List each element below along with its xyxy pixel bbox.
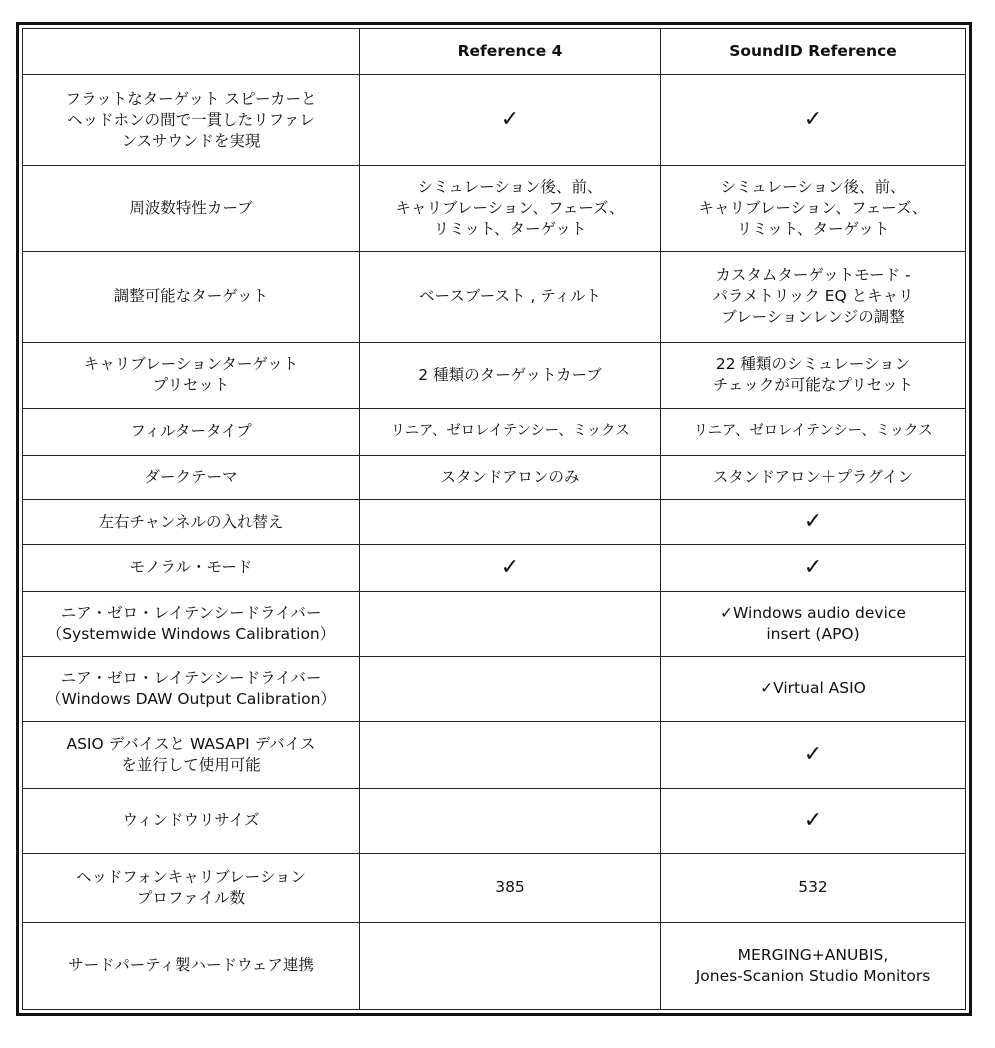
- table-row: [23, 166, 966, 251]
- comparison-table: [22, 28, 966, 1010]
- soundid-reference-cell: カスタムターゲットモード - パラメトリック EQ とキャリ ブレーションレンジの調整: [661, 251, 966, 342]
- feature-cell: フィルタータイプ: [23, 408, 360, 455]
- table-row: [23, 342, 966, 408]
- soundid-reference-cell: シミュレーション後、前、 キャリブレーション、フェーズ、 リミット、ターゲット: [661, 166, 966, 251]
- soundid-reference-cell: ✓: [661, 788, 966, 853]
- soundid-reference-cell: ✓: [661, 721, 966, 788]
- soundid-reference-cell: ✓Virtual ASIO: [661, 656, 966, 721]
- reference-4-cell: 2 種類のターゲットカーブ: [360, 342, 661, 408]
- soundid-reference-cell: リニア、ゼロレイテンシー、ミックス: [661, 408, 966, 455]
- soundid-reference-cell: 532: [661, 853, 966, 922]
- header-reference-4: Reference 4: [360, 29, 661, 75]
- soundid-reference-cell: 22 種類のシミュレーション チェックが可能なプリセット: [661, 342, 966, 408]
- table-row: [23, 788, 966, 853]
- reference-4-cell: [360, 922, 661, 1009]
- reference-4-cell: 385: [360, 853, 661, 922]
- table-row: [23, 500, 966, 545]
- header-empty-cell: [23, 29, 360, 75]
- feature-cell: 周波数特性カーブ: [23, 166, 360, 251]
- reference-4-cell: ✓: [360, 544, 661, 591]
- table-row: [23, 251, 966, 342]
- table-row: [23, 853, 966, 922]
- feature-cell: ASIO デバイスと WASAPI デバイス を並行して使用可能: [23, 721, 360, 788]
- reference-4-cell: [360, 656, 661, 721]
- feature-cell: 調整可能なターゲット: [23, 251, 360, 342]
- table-row: [23, 656, 966, 721]
- soundid-reference-cell: MERGING+ANUBIS, Jones-Scanion Studio Monitors: [661, 922, 966, 1009]
- feature-cell: ヘッドフォンキャリブレーション プロファイル数: [23, 853, 360, 922]
- reference-4-cell: [360, 788, 661, 853]
- reference-4-cell: ✓: [360, 75, 661, 166]
- table-row: [23, 408, 966, 455]
- header-soundid-reference: SoundID Reference: [661, 29, 966, 75]
- feature-cell: フラットなターゲット スピーカーと ヘッドホンの間で一貫したリファレ ンスサウンドを実現: [23, 75, 360, 166]
- table-row: [23, 544, 966, 591]
- table-row: [23, 922, 966, 1009]
- reference-4-cell: スタンドアロンのみ: [360, 455, 661, 500]
- feature-cell: モノラル・モード: [23, 544, 360, 591]
- feature-cell: 左右チャンネルの入れ替え: [23, 500, 360, 545]
- soundid-reference-cell: ✓Windows audio device insert (APO): [661, 591, 966, 656]
- soundid-reference-cell: ✓: [661, 544, 966, 591]
- header-row: [23, 29, 966, 75]
- reference-4-cell: リニア、ゼロレイテンシー、ミックス: [360, 408, 661, 455]
- reference-4-cell: [360, 721, 661, 788]
- reference-4-cell: ベースブースト , ティルト: [360, 251, 661, 342]
- soundid-reference-cell: ✓: [661, 75, 966, 166]
- soundid-reference-cell: ✓: [661, 500, 966, 545]
- reference-4-cell: シミュレーション後、前、 キャリブレーション、フェーズ、 リミット、ターゲット: [360, 166, 661, 251]
- reference-4-cell: [360, 591, 661, 656]
- soundid-reference-cell: スタンドアロン＋プラグイン: [661, 455, 966, 500]
- feature-cell: キャリブレーションターゲット プリセット: [23, 342, 360, 408]
- feature-cell: ニア・ゼロ・レイテンシードライバー （Windows DAW Output Calibration）: [23, 656, 360, 721]
- feature-cell: ダークテーマ: [23, 455, 360, 500]
- reference-4-cell: [360, 500, 661, 545]
- feature-cell: サードパーティ製ハードウェア連携: [23, 922, 360, 1009]
- feature-cell: ウィンドウリサイズ: [23, 788, 360, 853]
- table-row: [23, 591, 966, 656]
- feature-cell: ニア・ゼロ・レイテンシードライバー （Systemwide Windows Calibration）: [23, 591, 360, 656]
- table-row: [23, 75, 966, 166]
- table-row: [23, 455, 966, 500]
- table-row: [23, 721, 966, 788]
- comparison-table-frame: [16, 22, 972, 1016]
